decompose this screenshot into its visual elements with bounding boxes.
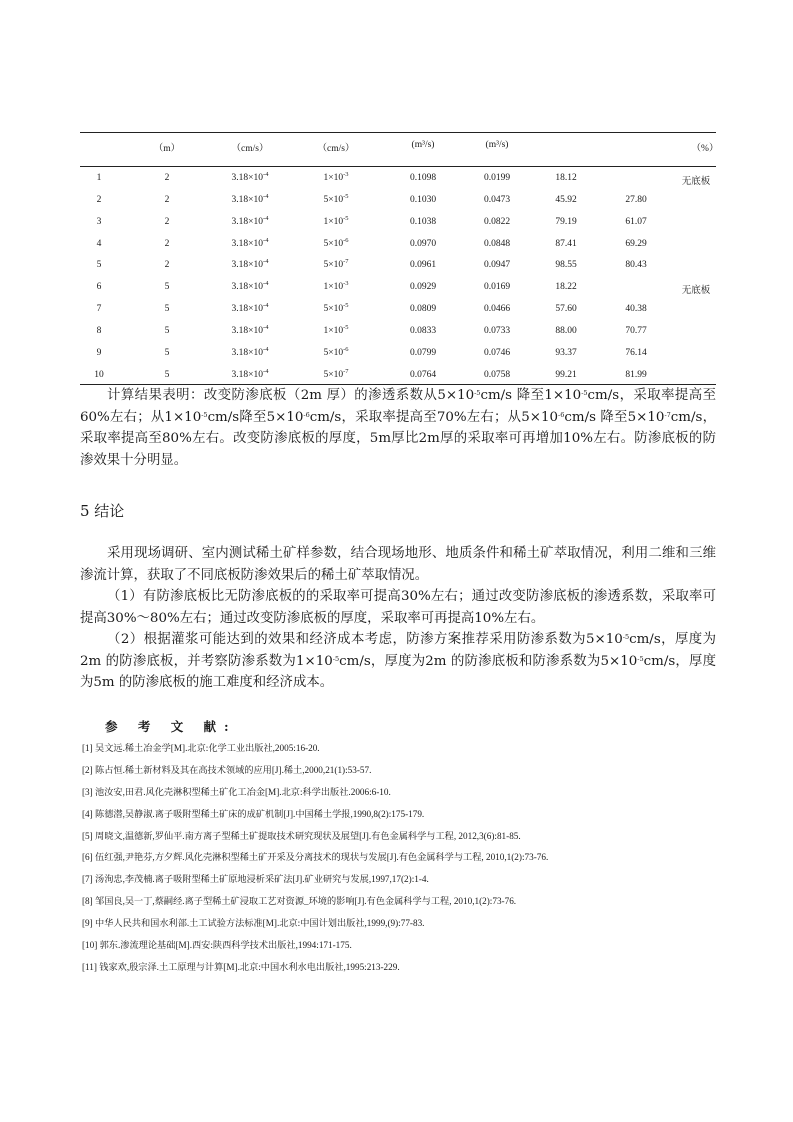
row-flow-1: 0.0799 <box>409 347 437 358</box>
row-number: 7 <box>96 304 102 315</box>
table-row <box>80 323 716 346</box>
row-rate-2: 81.99 <box>625 369 647 380</box>
row-flow-1: 0.1030 <box>409 194 437 205</box>
row-rate-2: 61.07 <box>625 216 647 227</box>
row-note: 无底板 <box>681 286 711 297</box>
reference-item: [1] 吴文远.稀土冶金学[M].北京:化学工业出版社,2005:16-20. <box>82 743 320 753</box>
row-k-plate: $5\times 10^{-5}$ <box>323 192 349 205</box>
row-k-plate: $5\times 10^{-6}$ <box>323 345 349 358</box>
table-row <box>80 260 716 280</box>
row-k-soil: $3.18\times 10^{-4}$ <box>231 236 269 249</box>
conclusion-paragraph-2: （1）有防渗底板比无防渗底板的的采取率可提高30%左右；通过改变防渗底板的渗透系数，采取率可提高30%～80%左右；通过改变防渗底板的厚度，采取率可再提高10%左右。 <box>80 589 716 626</box>
reference-item: [8] 邹国良,吴一丁,蔡嗣经.离子型稀土矿浸取工艺对资源_环境的影响[J].有色金属科学与工程, 2010,1(2):73-76. <box>82 896 517 907</box>
row-flow-1: 0.0764 <box>409 369 437 380</box>
table-row <box>80 173 716 193</box>
table-row <box>80 345 716 368</box>
row-thickness: 2 <box>164 194 170 205</box>
row-k-soil: $3.18\times 10^{-4}$ <box>231 323 269 336</box>
row-rate-2: 27.80 <box>625 194 647 205</box>
row-thickness: 5 <box>164 347 170 358</box>
table-header-rule <box>80 166 716 167</box>
row-number: 4 <box>96 238 102 249</box>
table-row <box>80 304 716 324</box>
row-rate-1: 18.22 <box>555 282 577 293</box>
row-k-plate: $1\times 10^{-3}$ <box>323 280 349 293</box>
row-flow-2: 0.0199 <box>483 173 511 183</box>
header-flow2-unit: (m³/s) <box>485 140 509 150</box>
row-rate-1: 98.55 <box>555 260 577 271</box>
row-flow-1: 0.0833 <box>409 325 437 336</box>
reference-item: [5] 周晓文,温德新,罗仙平.南方离子型稀土矿提取技术研究现状及展望[J].有色金属科学与工程, 2012,3(6):81-85. <box>82 830 521 841</box>
reference-item: [7] 汤洵忠,李茂楠.离子吸附型稀土矿原地浸析采矿法[J].矿业研究与发展,1997,17(2):1-4. <box>82 874 429 885</box>
table-row <box>80 214 716 237</box>
header-flow1-unit: (m³/s) <box>411 140 435 150</box>
reference-item: [2] 陈占恒.稀土新材料及其在高技术领域的应用[J].稀土,2000,21(1):53-57. <box>82 764 372 775</box>
row-k-soil: $3.18\times 10^{-4}$ <box>231 367 269 380</box>
row-rate-1: 88.00 <box>555 325 577 336</box>
references-list <box>82 740 722 981</box>
row-k-plate: $1\times 10^{-5}$ <box>323 323 349 336</box>
header-k-soil-unit: （cm/s） <box>231 144 269 154</box>
calc-result-paragraph: 计算结果表明：改变防渗底板（2m 厚）的渗透系数从$5\times 10^{-5}cm/s$ 降至$1\times 10^{-5}cm/s$，采取率提高至60%左右；从$1\times 10^{-5}cm/s$降至$5\times 10^{-6}cm/s$，采取率提高至70%左右；从$5\times 10^{-6}cm/s$ 降至$5\times 10^{-7}cm/s$，采取率提高至80%左右。改变防渗底板的厚度，5m厚比2m厚的采取率可再增加10%左右。防渗底板的防渗效果十分明显。 <box>80 388 716 468</box>
header-k-plate-unit: （cm/s） <box>317 144 355 154</box>
row-k-plate: $5\times 10^{-7}$ <box>323 367 349 380</box>
row-flow-2: 0.0169 <box>483 282 511 293</box>
row-rate-1: 99.21 <box>555 369 577 380</box>
table-row <box>80 236 716 259</box>
row-rate-1: 79.19 <box>555 216 577 227</box>
row-flow-1: 0.1098 <box>409 173 437 183</box>
reference-item: [9] 中华人民共和国水利部.土工试验方法标准[M].北京:中国计划出版社,1999,(9):77-83. <box>82 918 425 929</box>
row-k-soil: $3.18\times 10^{-4}$ <box>231 302 269 315</box>
row-rate-2: 76.14 <box>625 347 647 358</box>
row-thickness: 5 <box>164 325 170 336</box>
row-thickness: 5 <box>164 369 170 380</box>
row-thickness: 2 <box>164 238 170 249</box>
reference-item: [3] 池汝安,田君.风化壳淋积型稀土矿化工冶金[M].北京:科学出版社.2006:6-10. <box>82 786 391 797</box>
row-flow-1: 0.0961 <box>409 260 437 271</box>
row-flow-2: 0.0822 <box>483 216 511 227</box>
row-flow-1: 0.0970 <box>409 238 437 249</box>
row-number: 2 <box>96 194 102 205</box>
header-thickness-unit: （m） <box>153 144 181 154</box>
row-number: 1 <box>96 173 102 183</box>
conclusion-paragraph-1: 采用现场调研、室内测试稀土矿样参数，结合现场地形、地质条件和稀土矿萃取情况，利用二维和三维渗流计算，获取了不同底板防渗效果后的稀土矿萃取情况。 <box>80 546 716 583</box>
row-k-soil: $3.18\times 10^{-4}$ <box>231 171 269 183</box>
row-flow-2: 0.0947 <box>483 260 511 271</box>
row-k-plate: $1\times 10^{-5}$ <box>323 214 349 227</box>
row-k-plate: $1\times 10^{-3}$ <box>323 171 349 183</box>
table-header-row <box>80 140 719 158</box>
row-k-plate: $5\times 10^{-7}$ <box>323 258 349 271</box>
row-number: 3 <box>96 216 102 227</box>
row-thickness: 5 <box>164 304 170 315</box>
row-rate-2: 80.43 <box>625 260 647 271</box>
table-row <box>80 282 716 302</box>
row-note: 无底板 <box>681 177 711 187</box>
row-rate-1: 93.37 <box>555 347 577 358</box>
header-rate-unit: （%） <box>691 144 719 154</box>
row-rate-2: 69.29 <box>625 238 647 249</box>
row-thickness: 2 <box>164 173 170 183</box>
row-rate-1: 45.92 <box>555 194 577 205</box>
row-flow-1: 0.0929 <box>409 282 437 293</box>
reference-item: [6] 伍红强,尹艳芬,方夕辉.风化壳淋积型稀土矿开采及分离技术的现状与发展[J].有色金属科学与工程, 2010,1(2):73-76. <box>82 852 549 863</box>
row-k-plate: $5\times 10^{-6}$ <box>323 236 349 249</box>
table-row <box>80 192 716 215</box>
row-rate-1: 57.60 <box>555 304 577 315</box>
reference-item: [10] 郭东.渗流理论基础[M].西安:陕西科学技术出版社,1994:171-175. <box>82 940 352 951</box>
row-number: 9 <box>96 347 102 358</box>
table-top-rule <box>80 132 716 133</box>
row-rate-2: 40.38 <box>625 304 647 315</box>
row-k-plate: $5\times 10^{-5}$ <box>323 302 349 315</box>
row-flow-2: 0.0466 <box>483 304 511 315</box>
row-rate-2: 70.77 <box>625 325 647 336</box>
row-flow-2: 0.0473 <box>483 194 511 205</box>
reference-item: [4] 陈德潜,吴静淑.离子吸附型稀土矿床的成矿机制[J].中国稀土学报,1990,8(2):175-179. <box>82 808 425 819</box>
row-flow-2: 0.0758 <box>483 369 511 380</box>
row-k-soil: $3.18\times 10^{-4}$ <box>231 280 269 293</box>
row-flow-1: 0.1038 <box>409 216 437 227</box>
row-number: 6 <box>96 282 102 293</box>
row-flow-2: 0.0746 <box>483 347 511 358</box>
row-number: 10 <box>94 369 104 380</box>
row-k-soil: $3.18\times 10^{-4}$ <box>231 258 269 271</box>
reference-item: [11] 钱家欢,殷宗泽.土工原理与计算[M].北京:中国水利水电出版社,1995:213-229. <box>82 961 400 972</box>
row-flow-1: 0.0809 <box>409 304 437 315</box>
row-k-soil: $3.18\times 10^{-4}$ <box>231 192 269 205</box>
row-thickness: 2 <box>164 216 170 227</box>
row-number: 5 <box>96 260 102 271</box>
row-k-soil: $3.18\times 10^{-4}$ <box>231 214 269 227</box>
conclusion-paragraph-3: （2）根据灌浆可能达到的效果和经济成本考虑，防渗方案推荐采用防渗系数为$5\times 10^{-5}cm/s$，厚度为2m 的防渗底板，并考察防渗系数为$1\times 10^{-5}cm/s$，厚度为2m 的防渗底板和防渗系数为$5\times 10^{-5}cm/s$，厚度为5m 的防渗底板的施工难度和经济成本。 <box>80 632 716 690</box>
row-rate-1: 18.12 <box>555 173 577 183</box>
row-number: 8 <box>96 325 102 336</box>
row-flow-2: 0.0733 <box>483 325 511 336</box>
row-rate-1: 87.41 <box>555 238 577 249</box>
row-thickness: 5 <box>164 282 170 293</box>
references-title: 参 考 文 献: <box>105 719 237 734</box>
row-thickness: 2 <box>164 260 170 271</box>
row-flow-2: 0.0848 <box>483 238 511 249</box>
row-k-soil: $3.18\times 10^{-4}$ <box>231 345 269 358</box>
section-title: 5 结论 <box>80 502 125 520</box>
